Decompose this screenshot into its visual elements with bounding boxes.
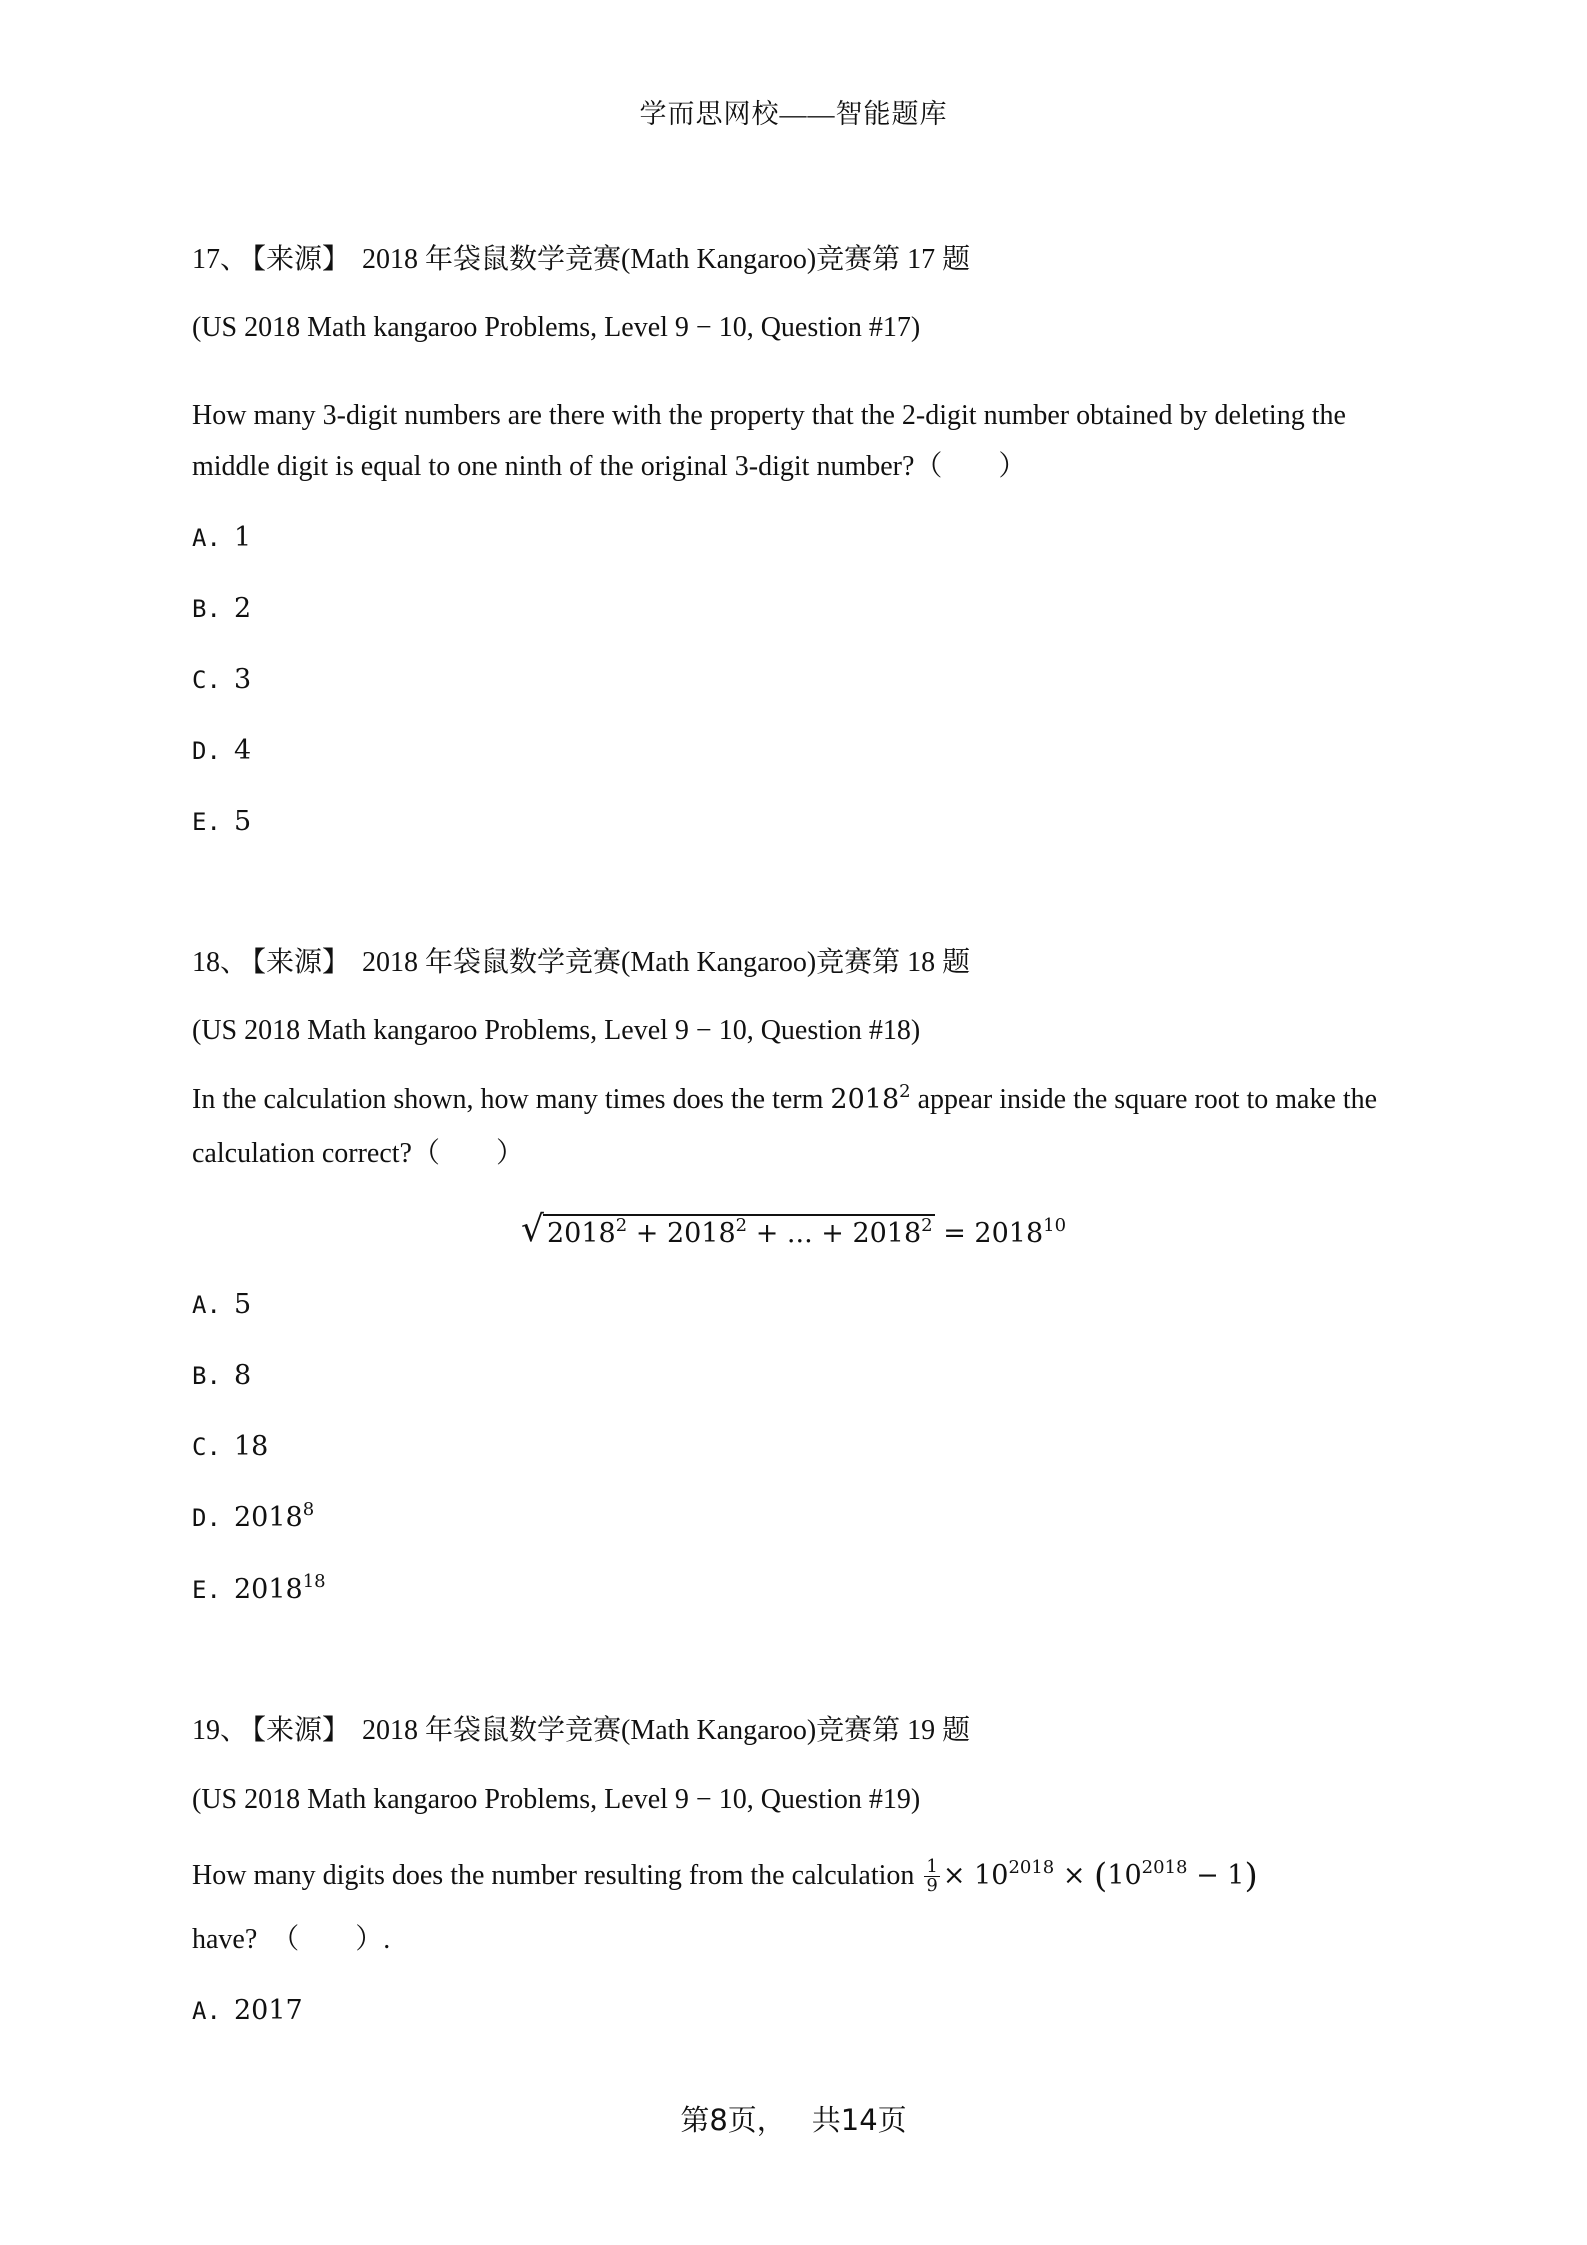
question-number: 19、 bbox=[192, 1715, 249, 1746]
stem-term bbox=[830, 1081, 911, 1115]
question-17-option-e[interactable] bbox=[192, 804, 251, 840]
source-tag: 【来源】 bbox=[252, 947, 351, 978]
question-18-formula bbox=[0, 1209, 1587, 1250]
page-footer bbox=[0, 2098, 1587, 2139]
option-value: 1 bbox=[234, 522, 252, 553]
option-value: 2 bbox=[234, 593, 252, 624]
radicand: $2018^2 + 2018^2$ + ... + $2018^2$ bbox=[543, 1214, 935, 1249]
equals-sign: = bbox=[934, 1218, 975, 1249]
option-value: 4 bbox=[234, 735, 252, 766]
term-base: 2018 bbox=[830, 1084, 900, 1115]
question-number: 17、 bbox=[192, 244, 249, 275]
term-exponent: 2 bbox=[899, 1081, 911, 1102]
question-17-option-c[interactable] bbox=[192, 662, 251, 698]
option-value: 2018$^8$ bbox=[234, 1499, 315, 1533]
question-19-expression: $\frac{1}{9}$ × $10^{2018} \times (10^{2018} - 1)$ bbox=[926, 1856, 1258, 1896]
question-19-option-a[interactable] bbox=[192, 1993, 303, 2029]
option-value: 18 bbox=[234, 1431, 269, 1462]
question-18-option-e[interactable] bbox=[192, 1572, 326, 1608]
radical-icon: √ bbox=[520, 1209, 544, 1250]
option-letter: A. bbox=[192, 1997, 221, 2025]
option-letter: B. bbox=[192, 1362, 221, 1390]
question-18-option-c[interactable] bbox=[192, 1429, 268, 1465]
rhs-base: 2018 bbox=[974, 1218, 1044, 1249]
source-tag: 【来源】 bbox=[252, 244, 351, 275]
fraction: $\frac{1}{9}$ bbox=[926, 1856, 938, 1896]
source-tag: 【来源】 bbox=[252, 1715, 351, 1746]
option-value: 5 bbox=[234, 806, 252, 837]
question-18-subtitle: (US 2018 Math kangaroo Problems, Level 9 − 10, Question #18) bbox=[192, 1015, 921, 1046]
source-text: 2018 年袋鼠数学竞赛(Math Kangaroo)竞赛第 19 题 bbox=[362, 1715, 971, 1746]
option-letter: C. bbox=[192, 666, 221, 694]
option-letter: A. bbox=[192, 1291, 221, 1319]
option-letter: D. bbox=[192, 1504, 221, 1532]
question-17-subtitle: (US 2018 Math kangaroo Problems, Level 9 − 10, Question #17) bbox=[192, 312, 921, 343]
question-17-option-d[interactable] bbox=[192, 733, 251, 769]
question-19-stem-line-1 bbox=[192, 1858, 1258, 1895]
question-18-title bbox=[192, 945, 970, 981]
question-17-option-b[interactable] bbox=[192, 591, 251, 627]
option-value: 2018$^{18}$ bbox=[234, 1571, 326, 1605]
option-value: 5 bbox=[234, 1289, 252, 1320]
page-header: 学而思网校——智能题库 bbox=[639, 99, 948, 129]
question-18-option-d[interactable] bbox=[192, 1500, 314, 1536]
option-letter: A. bbox=[192, 524, 221, 552]
option-value: 2017 bbox=[234, 1995, 303, 2026]
page-number: 第8页， bbox=[680, 2103, 786, 2137]
square-root bbox=[520, 1209, 935, 1250]
question-18-stem-line-1 bbox=[192, 1082, 1377, 1118]
rhs-exponent: 10 bbox=[1043, 1215, 1067, 1236]
option-letter: B. bbox=[192, 595, 221, 623]
option-letter: E. bbox=[192, 1576, 221, 1604]
question-17-option-a[interactable] bbox=[192, 520, 251, 556]
question-19-stem-line-2: have? （ ）. bbox=[192, 1924, 391, 1955]
source-text: 2018 年袋鼠数学竞赛(Math Kangaroo)竞赛第 18 题 bbox=[362, 947, 971, 978]
option-letter: D. bbox=[192, 737, 221, 765]
question-19-title bbox=[192, 1713, 970, 1749]
question-18-option-b[interactable] bbox=[192, 1358, 251, 1394]
question-number: 18、 bbox=[192, 947, 249, 978]
question-18-option-a[interactable] bbox=[192, 1287, 251, 1323]
stem-text: How many digits does the number resulting from the calculation bbox=[192, 1860, 915, 1891]
option-letter: E. bbox=[192, 808, 221, 836]
stem-text: In the calculation shown, how many times does the term bbox=[192, 1084, 831, 1115]
question-18-stem-line-2: calculation correct?（ ） bbox=[192, 1138, 524, 1169]
question-17-title bbox=[192, 242, 970, 278]
question-17-stem-line-1: How many 3-digit numbers are there with the property that the 2-digit number obtained by deleting the bbox=[192, 400, 1346, 431]
question-19-subtitle: (US 2018 Math kangaroo Problems, Level 9 − 10, Question #19) bbox=[192, 1784, 921, 1815]
option-letter: C. bbox=[192, 1433, 221, 1461]
page-total: 共14页 bbox=[811, 2103, 907, 2137]
option-value: 8 bbox=[234, 1360, 252, 1391]
source-text: 2018 年袋鼠数学竞赛(Math Kangaroo)竞赛第 17 题 bbox=[362, 244, 971, 275]
stem-text: appear inside the square root to make the bbox=[910, 1084, 1378, 1115]
question-17-stem-line-2: middle digit is equal to one ninth of the original 3-digit number?（ ） bbox=[192, 451, 1027, 482]
option-value: 3 bbox=[234, 664, 252, 695]
